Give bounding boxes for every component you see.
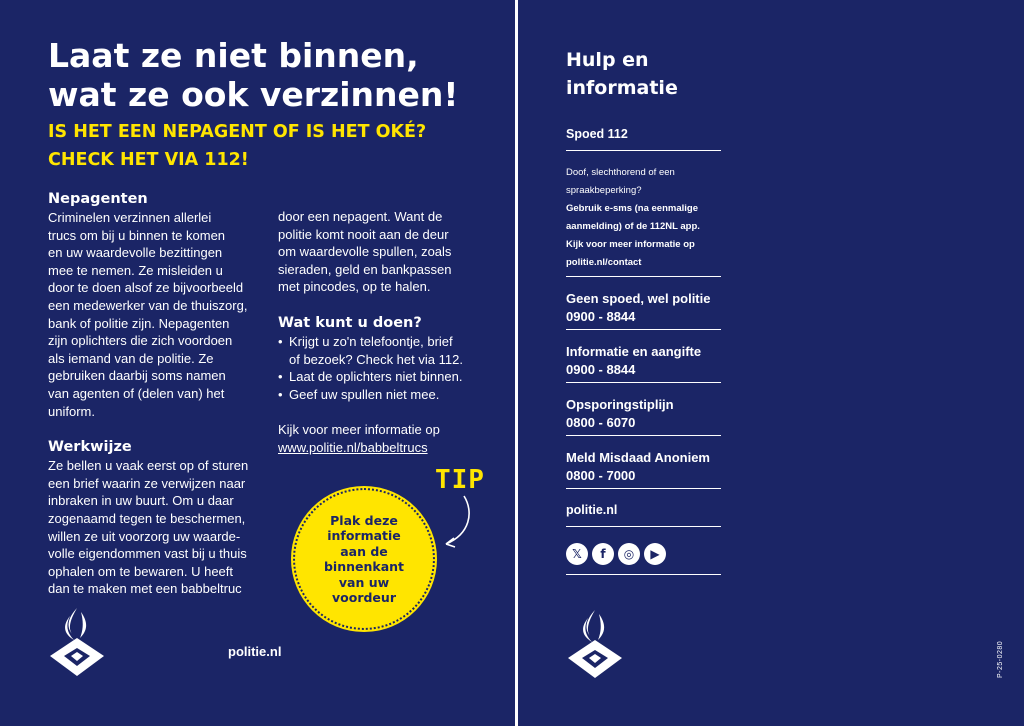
contact-label: Geen spoed, wel politie — [566, 291, 711, 306]
werkwijze-text — [48, 457, 273, 598]
text-line: aanmelding) of de 112NL app. — [566, 221, 700, 232]
emergency-item — [566, 123, 721, 151]
headline — [48, 36, 488, 114]
subheadline — [48, 118, 488, 174]
text-line: • Laat de oplichters niet binnen. — [289, 369, 463, 385]
text-line: Criminelen verzinnen allerlei — [48, 210, 212, 225]
emergency-label: Spoed 112 — [566, 127, 628, 141]
deaf-info-item — [566, 151, 721, 277]
text-line: met pincodes, op te halen. — [278, 279, 431, 295]
text-line: spraakbeperking? — [566, 185, 642, 196]
text-line: als iemand van de politie. Ze — [48, 350, 214, 366]
list-item — [278, 386, 493, 404]
nepagenten-text — [48, 209, 273, 420]
tip-label: TIP — [435, 465, 485, 495]
text-line: een medewerker van de thuiszorg, — [48, 297, 248, 313]
text-line: gebruiken daarbij soms namen — [48, 368, 226, 384]
contact-item — [566, 436, 721, 489]
text-line: zijn oplichters die zich voordoen — [48, 333, 233, 349]
police-emblem-icon — [48, 608, 106, 682]
phone-number[interactable]: 0900 - 8844 — [566, 309, 636, 324]
column-left — [48, 190, 273, 598]
phone-number[interactable]: 0800 - 7000 — [566, 468, 636, 483]
text-line: inbraken in uw buurt. Om u daar — [48, 493, 234, 509]
nepagenten-title: Nepagenten — [48, 191, 148, 207]
text-line: Ze bellen u vaak eerst op of sturen — [48, 458, 249, 474]
subheadline-line: IS HET EEN NEPAGENT OF IS HET OKÉ? — [48, 122, 427, 142]
text-line: sieraden, geld en bankpassen — [278, 261, 452, 277]
footer-url[interactable]: politie.nl — [228, 644, 282, 659]
wat-kunt-u-doen-title: Wat kunt u doen? — [278, 314, 422, 331]
contact-item — [566, 277, 721, 330]
more-info-text: Kijk voor meer informatie op — [278, 422, 440, 438]
social-links — [566, 527, 721, 575]
text-line: volle eigendommen vast bij u thuis — [48, 546, 247, 562]
contact-list — [566, 123, 721, 575]
text-line: trucs om bij u binnen te komen — [48, 227, 226, 243]
instagram-icon[interactable]: ◎ — [618, 543, 640, 565]
contact-label: Informatie en aangifte — [566, 344, 702, 359]
continuation-text — [278, 208, 493, 296]
youtube-icon[interactable]: ▶ — [644, 543, 666, 565]
text-line: bank of politie zijn. Nepagenten — [48, 315, 230, 331]
text-line: dan te maken met een babbeltruc — [48, 581, 242, 597]
text-line: willen ze uit voorzorg uw waarde- — [48, 528, 241, 544]
phone-number[interactable]: 0900 - 8844 — [566, 362, 636, 377]
website-link[interactable]: politie.nl — [566, 503, 618, 517]
contact-item — [566, 330, 721, 383]
advice-list — [278, 333, 493, 403]
help-title-line: informatie — [566, 77, 678, 99]
contact-label: Opsporingstiplijn — [566, 397, 674, 412]
text-line: Gebruik e-sms (na eenmalige — [566, 203, 698, 214]
list-item — [278, 368, 493, 386]
document-code: P-25-0280 — [997, 640, 1004, 678]
text-line: en uw waardevolle bezittingen — [48, 245, 223, 261]
text-line: van agenten of (delen van) het — [48, 385, 225, 401]
help-title — [566, 46, 678, 102]
text-line: door te doen alsof ze bijvoorbeeld — [48, 280, 244, 296]
babbeltrucs-link[interactable]: www.politie.nl/babbeltrucs — [278, 439, 428, 455]
werkwijze-title: Werkwijze — [48, 439, 132, 456]
text-line: uniform. — [48, 403, 95, 419]
facebook-icon[interactable]: f — [592, 543, 614, 565]
text-line: zogenaamd tegen te beschermen, — [48, 510, 246, 526]
contact-label: Meld Misdaad Anoniem — [566, 450, 710, 465]
help-title-line: Hulp en — [566, 49, 649, 71]
website-item — [566, 489, 721, 527]
contact-link[interactable]: politie.nl/contact — [566, 257, 642, 268]
door-sticker — [293, 488, 435, 630]
text-line: Doof, slechthorend of een — [566, 167, 675, 178]
contact-item — [566, 383, 721, 436]
text-line: door een nepagent. Want de — [278, 209, 443, 224]
text-line: mee te nemen. Ze misleiden u — [48, 262, 223, 278]
list-item — [278, 333, 493, 368]
curved-arrow-icon — [440, 492, 476, 550]
column-right — [278, 208, 493, 457]
text-line: • Geef uw spullen niet mee. — [289, 386, 440, 402]
sticker-text: Plak deze informatie aan de binnenkant van uw voordeur — [323, 512, 405, 605]
x-icon[interactable]: 𝕏 — [566, 543, 588, 565]
text-line: • Krijgt u zo'n telefoontje, brief — [289, 333, 453, 349]
text-line: een brief waarin ze verwijzen naar — [48, 475, 246, 491]
phone-number[interactable]: 0800 - 6070 — [566, 415, 636, 430]
text-line: ophalen om te bewaren. U heeft — [48, 563, 234, 579]
text-line: of bezoek? Check het via 112. — [289, 351, 463, 367]
text-line: politie komt nooit aan de deur — [278, 226, 449, 242]
headline-line: wat ze ook verzinnen! — [48, 75, 459, 114]
police-emblem-icon — [566, 610, 624, 684]
text-line: Kijk voor meer informatie op — [566, 239, 695, 250]
headline-line: Laat ze niet binnen, — [48, 36, 419, 75]
text-line: om waardevolle spullen, zoals — [278, 244, 452, 260]
subheadline-line: CHECK HET VIA 112! — [48, 150, 249, 170]
